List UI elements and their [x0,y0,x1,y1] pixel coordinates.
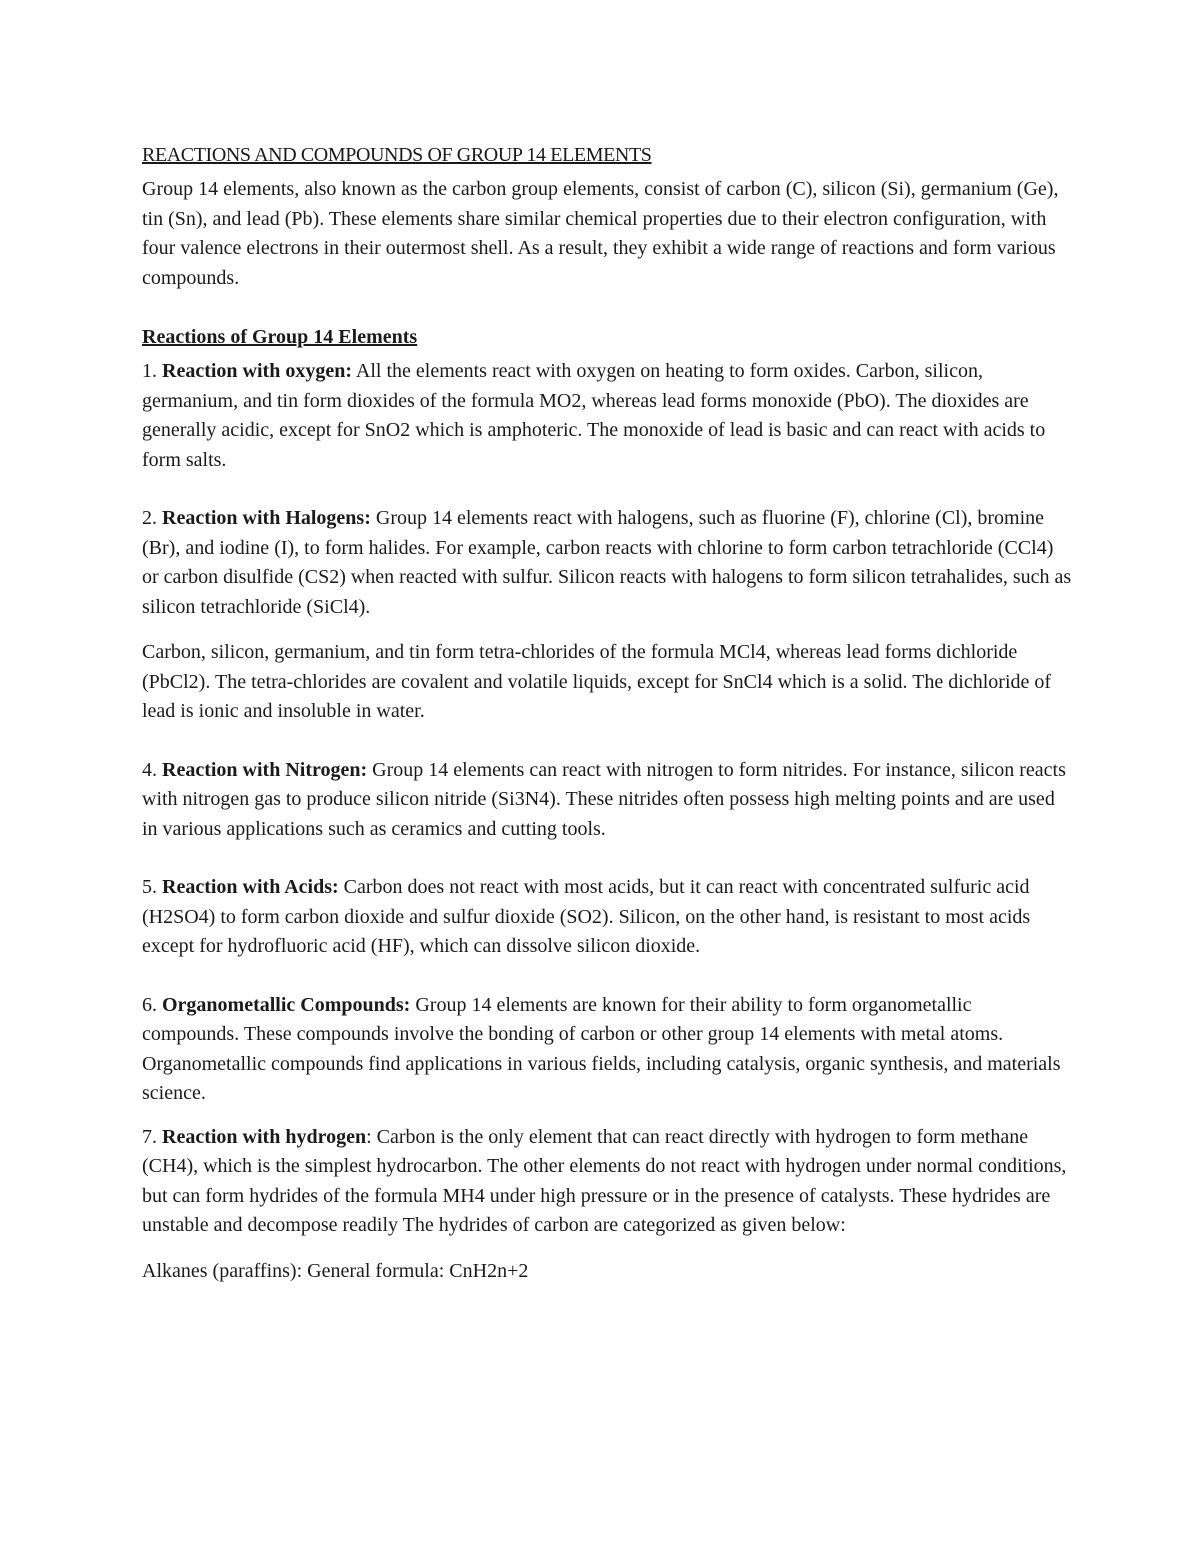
item-text: Carbon, silicon, germanium, and tin form tetra-chlorides of the formula MCl4, whereas lead forms dichloride (PbCl2). The tetra-chlorides are covalent and volatile liquids, except for SnCl4 which is a solid. The dichloride of lead is ionic and insoluble in water. [142,641,1052,722]
item-heading: Reaction with oxygen: [162,360,352,382]
item-tetrachlorides [142,638,1072,727]
item-number: 6. [142,993,157,1016]
item-text: : Carbon is the only element that can react directly with hydrogen to form methane (CH4), which is the simplest hydrocarbon. The other elements do not react with hydrogen under normal conditions, but can form hydrides of the formula MH4 under high pressure or in the presence of catalysts. These hydrides are unstable and decompose readily The hydrides of carbon are categorized as given below: [142,1125,1067,1236]
item-text: All the elements react with oxygen on heating to form oxides. Carbon, silicon, germanium, and tin form dioxides of the formula MO2, whereas lead forms monoxide (PbO). The dioxides are generally acidic, except for SnO2 which is amphoteric. The monoxide of lead is basic and can react with acids to form salts. [142,360,1046,471]
item-number: 4. [142,758,157,781]
item-heading: Reaction with Acids: [162,876,339,898]
item-heading: Organometallic Compounds: [162,993,411,1016]
item-acids [142,873,1072,962]
item-number: 1. [142,360,157,382]
item-nitrogen [142,756,1072,845]
item-hydrogen [142,1123,1072,1241]
intro-paragraph: Group 14 elements, also known as the carbon group elements, consist of carbon (C), silicon (Si), germanium (Ge), tin (Sn), and lead (Pb). These elements share similar chemical properties due to their electron configuration, with four valence electrons in their outermost shell. As a result, they exhibit a wide range of reactions and form various compounds. [142,178,1059,289]
item-heading: Reaction with hydrogen [162,1125,367,1148]
item-text: Carbon does not react with most acids, but it can react with concentrated sulfuric acid (H2SO4) to form carbon dioxide and sulfur dioxide (SO2). Silicon, on the other hand, is resistant to most acids except for hydrofluoric acid (HF), which can dissolve silicon dioxide. [142,876,1031,957]
document-title: REACTIONS AND COMPOUNDS OF GROUP 14 ELEMENTS [142,144,652,166]
item-number: 7. [142,1125,157,1148]
document-page [142,140,1072,1286]
item-text: Group 14 elements react with halogens, such as fluorine (F), chlorine (Cl), bromine (Br), and iodine (I), to form halides. For example, carbon reacts with chlorine to form carbon tetrachloride (CCl4) or carbon disulfide (CS2) when reacted with sulfur. Silicon reacts with halogens to form silicon tetrahalides, such as silicon tetrachloride (SiCl4). [142,507,1072,618]
item-number: 5. [142,876,157,898]
item-text: Group 14 elements can react with nitrogen to form nitrides. For instance, silicon reacts with nitrogen gas to produce silicon nitride (Si3N4). These nitrides often possess high melting points and are used in various applications such as ceramics and cutting tools. [142,758,1066,840]
closing-line: Alkanes (paraffins): General formula: CnH2n+2 [142,1259,529,1282]
item-organometallic [142,991,1072,1109]
item-text: Group 14 elements are known for their ability to form organometallic compounds. These compounds involve the bonding of carbon or other group 14 elements with metal atoms. Organometallic compounds find applications in various fields, including catalysis, organic synthesis, and materials science. [142,993,1061,1104]
section-heading: Reactions of Group 14 Elements [142,326,418,348]
item-oxygen [142,357,1072,475]
item-heading: Reaction with Halogens: [162,507,371,529]
item-halogens [142,504,1072,622]
item-number: 2. [142,507,157,529]
item-heading: Reaction with Nitrogen: [162,758,368,781]
